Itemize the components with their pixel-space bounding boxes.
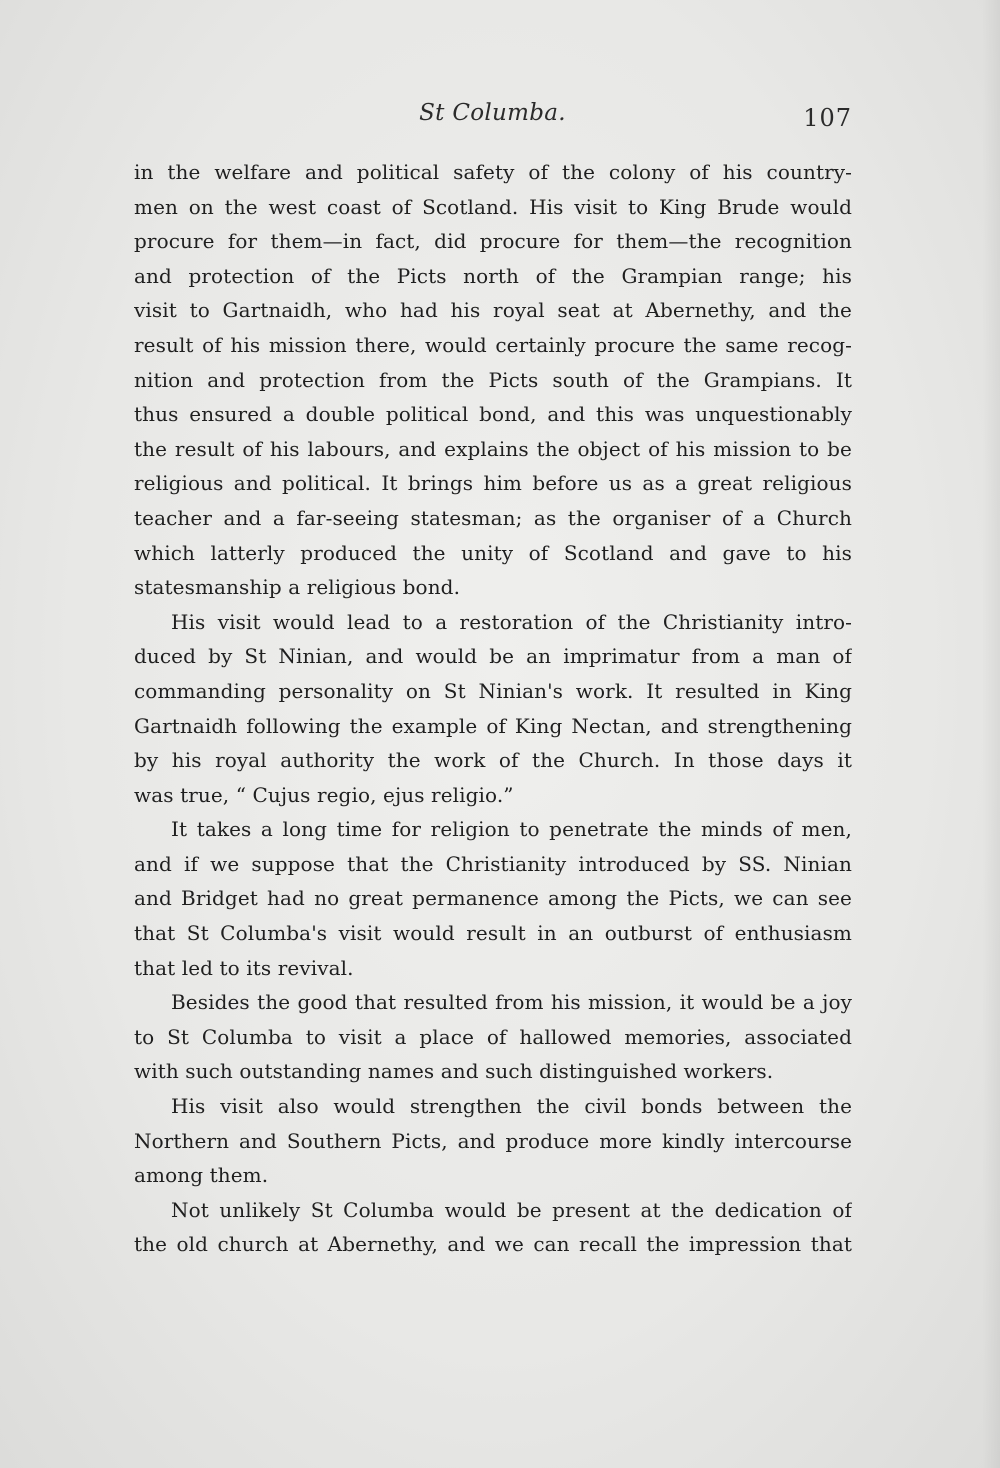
text-line: the result of his labours, and explains the object of his mission to be bbox=[134, 436, 852, 461]
paragraph bbox=[134, 1089, 852, 1193]
text-line: Not unlikely St Columba would be present at the dedication of bbox=[171, 1197, 852, 1222]
text-line: Gartnaidh following the example of King Nectan, and strengthening bbox=[134, 713, 852, 738]
text-line: and Bridget had no great permanence among the Picts, we can see bbox=[134, 886, 852, 911]
text-line: with such outstanding names and such distinguished workers. bbox=[134, 1059, 774, 1084]
text-line: thus ensured a double political bond, and this was unquestionably bbox=[134, 402, 852, 427]
text-line: in the welfare and political safety of the colony of his country- bbox=[134, 160, 852, 184]
text-line: Northern and Southern Picts, and produce more kindly intercourse bbox=[134, 1128, 852, 1153]
paragraph bbox=[134, 155, 852, 605]
text-line: result of his mission there, would certainly procure the same recog- bbox=[134, 332, 852, 357]
text-line: It takes a long time for religion to penetrate the minds of men, bbox=[171, 817, 852, 842]
text-line: and protection of the Picts north of the Grampian range; his bbox=[134, 263, 852, 288]
text-line: religious and political. It brings him before us as a great religious bbox=[134, 471, 852, 496]
text-line: which latterly produced the unity of Scotland and gave to his bbox=[134, 540, 852, 565]
running-title: St Columba. bbox=[419, 100, 566, 126]
paragraph bbox=[134, 985, 852, 1089]
text-line: by his royal authority the work of the Church. In those days it bbox=[134, 748, 852, 773]
text-line: commanding personality on St Ninian's work. It resulted in King bbox=[134, 678, 852, 703]
text-line: visit to Gartnaidh, who had his royal seat at Abernethy, and the bbox=[134, 298, 852, 323]
text-line: Besides the good that resulted from his mission, it would be a joy bbox=[171, 990, 852, 1015]
text-line: His visit also would strengthen the civil bonds between the bbox=[171, 1094, 852, 1119]
text-line: men on the west coast of Scotland. His visit to King Brude would bbox=[134, 194, 852, 219]
text-line: teacher and a far-seeing statesman; as the organiser of a Church bbox=[134, 505, 852, 530]
text-line: procure for them—in fact, did procure for them—the recognition bbox=[134, 229, 852, 254]
text-line: to St Columba to visit a place of hallowed memories, associated bbox=[134, 1024, 852, 1049]
text-line: the old church at Abernethy, and we can recall the impression that bbox=[134, 1232, 852, 1257]
text-line: among them. bbox=[134, 1163, 269, 1188]
paragraph bbox=[134, 1193, 852, 1262]
page-edge-shadow bbox=[982, 0, 1000, 1468]
text-line: that led to its revival. bbox=[134, 955, 354, 980]
page-number: 107 bbox=[803, 104, 852, 132]
text-line: nition and protection from the Picts south of the Grampians. It bbox=[134, 367, 852, 392]
text-line: duced by St Ninian, and would be an imprimatur from a man of bbox=[134, 644, 852, 669]
text-line: statesmanship a religious bond. bbox=[134, 575, 461, 600]
paragraph bbox=[134, 605, 852, 813]
text-line: was true, “ Cujus regio, ejus religio.” bbox=[134, 782, 514, 807]
running-head bbox=[135, 98, 850, 138]
text-line: that St Columba's visit would result in an outburst of enthusiasm bbox=[134, 921, 852, 946]
text-line: and if we suppose that the Christianity introduced by SS. Ninian bbox=[134, 851, 852, 876]
paragraph bbox=[134, 812, 852, 985]
text-line: His visit would lead to a restoration of the Christianity intro- bbox=[171, 609, 852, 634]
body-text bbox=[134, 155, 852, 1262]
